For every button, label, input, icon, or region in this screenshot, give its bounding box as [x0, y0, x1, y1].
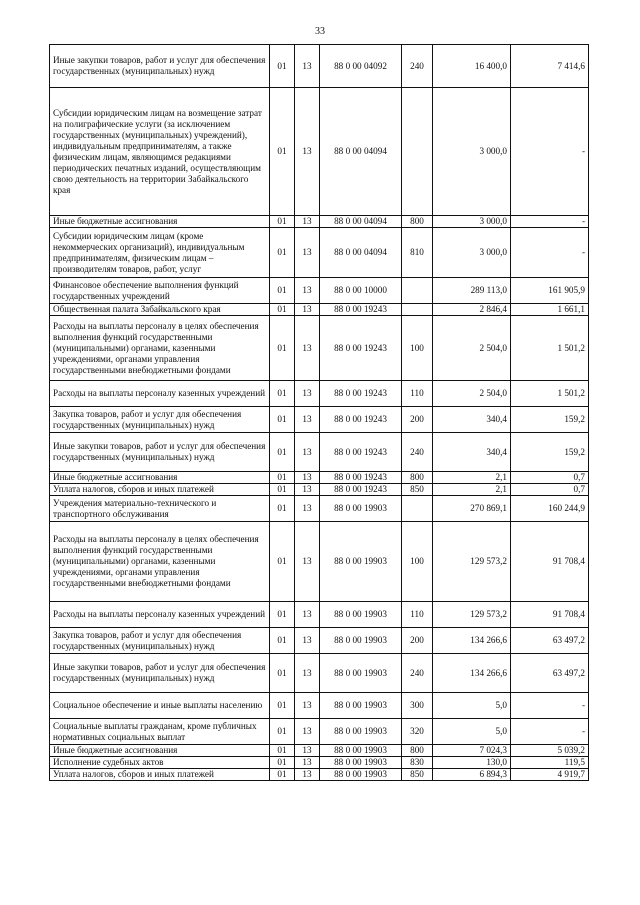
row-expense-type: 800: [402, 216, 433, 228]
row-subsection: 13: [295, 472, 320, 484]
row-section: 01: [270, 693, 295, 719]
row-subsection: 13: [295, 484, 320, 496]
table-row: [50, 278, 589, 304]
row-amount-plan: 3 000,0: [433, 228, 511, 278]
table-row: [50, 472, 589, 484]
row-amount-plan: 2,1: [433, 472, 511, 484]
row-expense-type: 800: [402, 472, 433, 484]
row-target-code: 88 0 00 19243: [320, 407, 402, 433]
row-expense-type: [402, 496, 433, 522]
table-row: [50, 769, 589, 781]
row-section: 01: [270, 304, 295, 316]
row-name: Расходы на выплаты персоналу в целях обеспечения выполнения функций государственными (муниципальными) органами, казенными учреждениями, органами управления государственными внебюджетными фондами: [50, 522, 270, 602]
row-subsection: 13: [295, 45, 320, 88]
row-name: Учреждения материально-технического и транспортного обслуживания: [50, 496, 270, 522]
row-expense-type: [402, 278, 433, 304]
row-expense-type: 200: [402, 628, 433, 654]
table-row: [50, 316, 589, 381]
row-target-code: 88 0 00 19243: [320, 484, 402, 496]
table-row: [50, 628, 589, 654]
row-target-code: 88 0 00 19903: [320, 654, 402, 693]
row-amount-exec: 63 497,2: [511, 654, 589, 693]
row-amount-exec: 91 708,4: [511, 602, 589, 628]
row-expense-type: 850: [402, 484, 433, 496]
row-target-code: 88 0 00 19903: [320, 496, 402, 522]
row-section: 01: [270, 654, 295, 693]
row-amount-exec: 160 244,9: [511, 496, 589, 522]
row-amount-plan: 5,0: [433, 693, 511, 719]
row-name: Расходы на выплаты персоналу в целях обеспечения выполнения функций государственными (муниципальными) органами, казенными учреждениями, органами управления государственными внебюджетными фондами: [50, 316, 270, 381]
row-section: 01: [270, 496, 295, 522]
row-name: Иные закупки товаров, работ и услуг для обеспечения государственных (муниципальных) нужд: [50, 654, 270, 693]
row-expense-type: [402, 88, 433, 216]
row-amount-exec: -: [511, 228, 589, 278]
row-subsection: 13: [295, 693, 320, 719]
row-expense-type: 320: [402, 719, 433, 745]
row-amount-plan: 340,4: [433, 407, 511, 433]
row-target-code: 88 0 00 19903: [320, 757, 402, 769]
row-expense-type: 240: [402, 45, 433, 88]
row-expense-type: 240: [402, 654, 433, 693]
table-row: [50, 381, 589, 407]
row-subsection: 13: [295, 316, 320, 381]
row-amount-plan: 6 894,3: [433, 769, 511, 781]
row-section: 01: [270, 522, 295, 602]
row-name: Расходы на выплаты персоналу казенных учреждений: [50, 602, 270, 628]
row-section: 01: [270, 316, 295, 381]
row-target-code: 88 0 00 19243: [320, 381, 402, 407]
row-name: Субсидии юридическим лицам на возмещение затрат на полиграфические услуги (за исключением государственных (муниципальных) учреждений), индивидуальным предпринимателям, а также физическим лицам, являющимся редакциями периодических печатных изданий, осуществляющим свою деятельность на территории Забайкальского края: [50, 88, 270, 216]
row-amount-exec: 1 501,2: [511, 381, 589, 407]
row-name: Иные закупки товаров, работ и услуг для обеспечения государственных (муниципальных) нужд: [50, 45, 270, 88]
row-section: 01: [270, 278, 295, 304]
table-row: [50, 228, 589, 278]
row-section: 01: [270, 769, 295, 781]
row-section: 01: [270, 407, 295, 433]
row-name: Закупка товаров, работ и услуг для обеспечения государственных (муниципальных) нужд: [50, 407, 270, 433]
table-row: [50, 484, 589, 496]
row-amount-plan: 2 504,0: [433, 316, 511, 381]
table-row: [50, 407, 589, 433]
row-section: 01: [270, 628, 295, 654]
row-target-code: 88 0 00 19903: [320, 745, 402, 757]
row-expense-type: 300: [402, 693, 433, 719]
row-target-code: 88 0 00 04094: [320, 88, 402, 216]
row-amount-exec: 7 414,6: [511, 45, 589, 88]
row-subsection: 13: [295, 745, 320, 757]
row-amount-exec: 4 919,7: [511, 769, 589, 781]
row-name: Иные бюджетные ассигнования: [50, 472, 270, 484]
row-section: 01: [270, 719, 295, 745]
row-section: 01: [270, 757, 295, 769]
row-name: Уплата налогов, сборов и иных платежей: [50, 484, 270, 496]
row-amount-exec: 119,5: [511, 757, 589, 769]
row-target-code: 88 0 00 19243: [320, 433, 402, 472]
row-expense-type: 810: [402, 228, 433, 278]
row-expense-type: 850: [402, 769, 433, 781]
row-amount-exec: 1 661,1: [511, 304, 589, 316]
row-amount-plan: 134 266,6: [433, 628, 511, 654]
row-target-code: 88 0 00 19903: [320, 719, 402, 745]
row-subsection: 13: [295, 228, 320, 278]
row-name: Иные бюджетные ассигнования: [50, 745, 270, 757]
row-target-code: 88 0 00 19903: [320, 522, 402, 602]
table-row: [50, 522, 589, 602]
table-row: [50, 757, 589, 769]
row-target-code: 88 0 00 04094: [320, 216, 402, 228]
row-amount-exec: -: [511, 88, 589, 216]
row-subsection: 13: [295, 654, 320, 693]
row-name: Уплата налогов, сборов и иных платежей: [50, 769, 270, 781]
row-target-code: 88 0 00 04092: [320, 45, 402, 88]
row-expense-type: 800: [402, 745, 433, 757]
row-subsection: 13: [295, 769, 320, 781]
table-row: [50, 304, 589, 316]
row-target-code: 88 0 00 19903: [320, 628, 402, 654]
row-amount-exec: 159,2: [511, 407, 589, 433]
row-subsection: 13: [295, 719, 320, 745]
row-subsection: 13: [295, 496, 320, 522]
row-name: Социальные выплаты гражданам, кроме публичных нормативных социальных выплат: [50, 719, 270, 745]
table-row: [50, 654, 589, 693]
row-expense-type: 240: [402, 433, 433, 472]
table-row: [50, 602, 589, 628]
row-expense-type: 110: [402, 381, 433, 407]
row-target-code: 88 0 00 19243: [320, 472, 402, 484]
table-row: [50, 216, 589, 228]
row-subsection: 13: [295, 88, 320, 216]
row-name: Иные закупки товаров, работ и услуг для обеспечения государственных (муниципальных) нужд: [50, 433, 270, 472]
row-amount-plan: 3 000,0: [433, 88, 511, 216]
row-amount-plan: 5,0: [433, 719, 511, 745]
row-target-code: 88 0 00 19243: [320, 316, 402, 381]
row-amount-exec: 161 905,9: [511, 278, 589, 304]
row-amount-plan: 16 400,0: [433, 45, 511, 88]
row-amount-exec: -: [511, 693, 589, 719]
row-expense-type: 100: [402, 316, 433, 381]
row-amount-exec: -: [511, 216, 589, 228]
row-amount-exec: 0,7: [511, 484, 589, 496]
row-amount-plan: 134 266,6: [433, 654, 511, 693]
row-name: Финансовое обеспечение выполнения функций государственных учреждений: [50, 278, 270, 304]
row-amount-exec: 5 039,2: [511, 745, 589, 757]
row-amount-plan: 270 869,1: [433, 496, 511, 522]
table-row: [50, 433, 589, 472]
row-subsection: 13: [295, 522, 320, 602]
row-section: 01: [270, 228, 295, 278]
row-name: Закупка товаров, работ и услуг для обеспечения государственных (муниципальных) нужд: [50, 628, 270, 654]
row-name: Исполнение судебных актов: [50, 757, 270, 769]
row-section: 01: [270, 433, 295, 472]
row-subsection: 13: [295, 433, 320, 472]
row-section: 01: [270, 472, 295, 484]
row-target-code: 88 0 00 19243: [320, 304, 402, 316]
row-expense-type: [402, 304, 433, 316]
table-row: [50, 719, 589, 745]
row-section: 01: [270, 602, 295, 628]
table-row: [50, 45, 589, 88]
row-amount-plan: 2 504,0: [433, 381, 511, 407]
row-section: 01: [270, 88, 295, 216]
row-subsection: 13: [295, 407, 320, 433]
row-amount-exec: 0,7: [511, 472, 589, 484]
row-name: Субсидии юридическим лицам (кроме некоммерческих организаций), индивидуальным предпринимателям, физическим лицам – производителям товаров, работ, услуг: [50, 228, 270, 278]
row-section: 01: [270, 745, 295, 757]
row-section: 01: [270, 216, 295, 228]
row-name: Иные бюджетные ассигнования: [50, 216, 270, 228]
table-row: [50, 88, 589, 216]
row-expense-type: 110: [402, 602, 433, 628]
row-amount-exec: 63 497,2: [511, 628, 589, 654]
row-target-code: 88 0 00 19903: [320, 693, 402, 719]
row-amount-plan: 7 024,3: [433, 745, 511, 757]
row-amount-plan: 289 113,0: [433, 278, 511, 304]
row-expense-type: 830: [402, 757, 433, 769]
table-row: [50, 693, 589, 719]
row-subsection: 13: [295, 278, 320, 304]
row-name: Общественная палата Забайкальского края: [50, 304, 270, 316]
page-number: 33: [315, 26, 325, 37]
row-target-code: 88 0 00 19903: [320, 602, 402, 628]
row-subsection: 13: [295, 381, 320, 407]
row-subsection: 13: [295, 602, 320, 628]
row-expense-type: 100: [402, 522, 433, 602]
row-amount-exec: 1 501,2: [511, 316, 589, 381]
row-section: 01: [270, 381, 295, 407]
row-expense-type: 200: [402, 407, 433, 433]
row-subsection: 13: [295, 216, 320, 228]
row-amount-plan: 129 573,2: [433, 602, 511, 628]
table-row: [50, 496, 589, 522]
row-amount-plan: 130,0: [433, 757, 511, 769]
row-subsection: 13: [295, 304, 320, 316]
row-amount-exec: -: [511, 719, 589, 745]
row-amount-plan: 3 000,0: [433, 216, 511, 228]
row-name: Социальное обеспечение и иные выплаты населению: [50, 693, 270, 719]
row-target-code: 88 0 00 04094: [320, 228, 402, 278]
row-amount-plan: 2 846,4: [433, 304, 511, 316]
row-section: 01: [270, 45, 295, 88]
row-subsection: 13: [295, 757, 320, 769]
row-name: Расходы на выплаты персоналу казенных учреждений: [50, 381, 270, 407]
row-target-code: 88 0 00 10000: [320, 278, 402, 304]
row-amount-plan: 2,1: [433, 484, 511, 496]
row-amount-exec: 159,2: [511, 433, 589, 472]
row-amount-plan: 340,4: [433, 433, 511, 472]
row-subsection: 13: [295, 628, 320, 654]
table-row: [50, 745, 589, 757]
row-section: 01: [270, 484, 295, 496]
row-amount-plan: 129 573,2: [433, 522, 511, 602]
row-target-code: 88 0 00 19903: [320, 769, 402, 781]
budget-table: [49, 44, 589, 781]
row-amount-exec: 91 708,4: [511, 522, 589, 602]
